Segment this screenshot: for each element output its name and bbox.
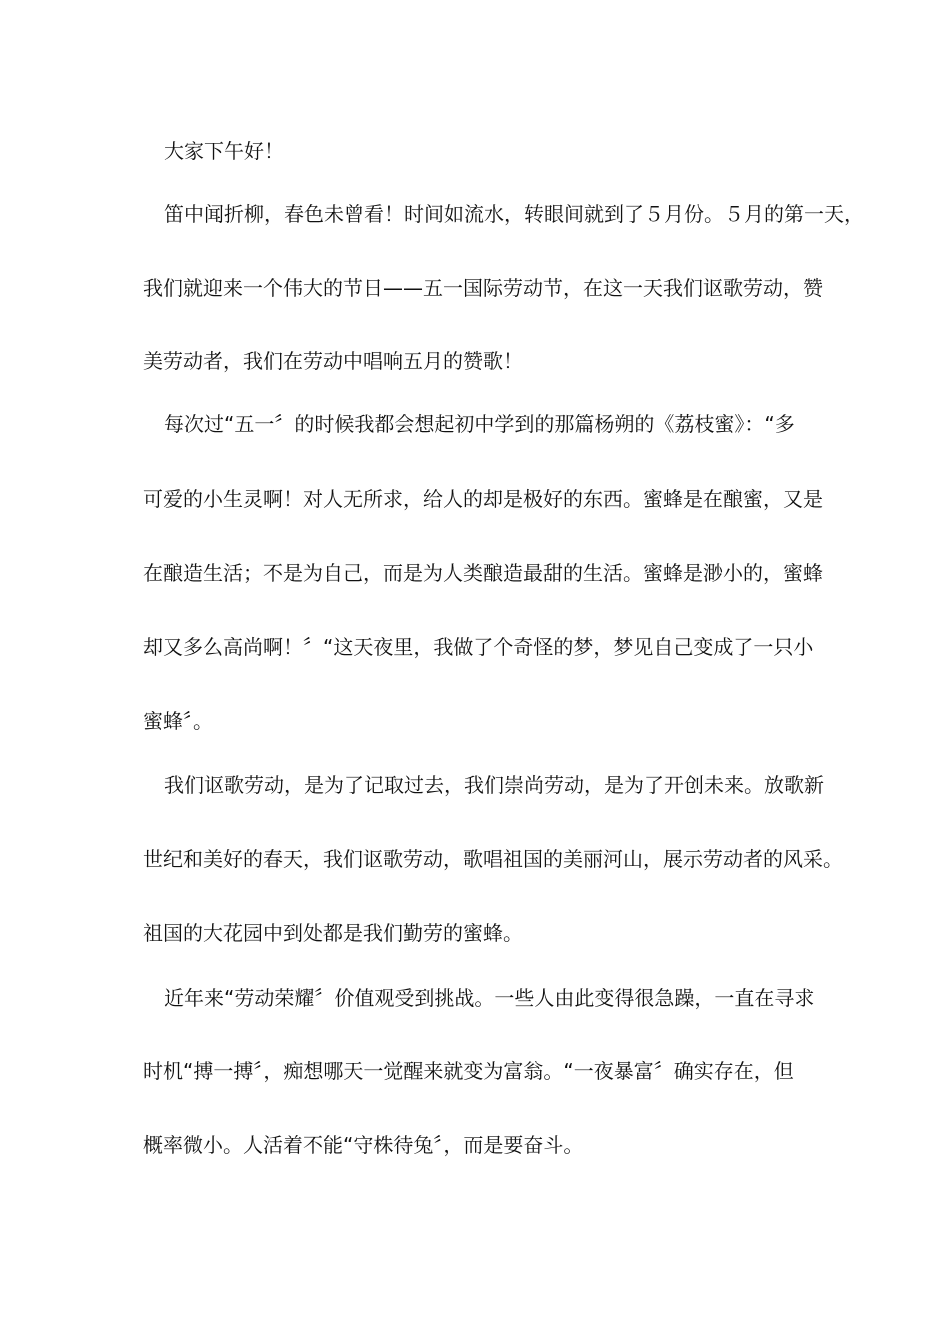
paragraph-2-line-5: 蜜蜂〞。 — [143, 709, 213, 733]
paragraph-1-line-3: 美劳动者，我们在劳动中唱响五月的赞歌！ — [143, 349, 523, 373]
paragraph-2-line-1: 每次过“五一〞的时候我都会想起初中学到的那篇杨朔的《荔枝蜜》：“多 — [164, 412, 795, 436]
paragraph-2-line-3: 在酿造生活；不是为自己，而是为人类酿造最甜的生活。蜜蜂是渺小的，蜜蜂 — [143, 561, 823, 585]
paragraph-3-line-3: 祖国的大花园中到处都是我们勤劳的蜜蜂。 — [143, 921, 523, 945]
paragraph-2-line-4: 却又多么高尚啊！〞“这天夜里，我做了个奇怪的梦，梦见自己变成了一只小 — [143, 635, 814, 659]
paragraph-4-line-2: 时机“搏一搏〞，痴想哪天一觉醒来就变为富翁。“一夜暴富〞确实存在，但 — [143, 1059, 794, 1083]
paragraph-4-line-3: 概率微小。人活着不能“守株待兔〞，而是要奋斗。 — [143, 1133, 584, 1157]
paragraph-3-line-1: 我们讴歌劳动，是为了记取过去，我们崇尚劳动，是为了开创未来。放歌新 — [164, 773, 824, 797]
greeting-line: 大家下午好！ — [164, 139, 284, 163]
paragraph-1-line-2: 我们就迎来一个伟大的节日——五一国际劳动节，在这一天我们讴歌劳动，赞 — [143, 276, 823, 300]
paragraph-1-line-1: 笛中闻折柳，春色未曾看！时间如流水，转眼间就到了５月份。５月的第一天， — [164, 202, 864, 226]
paragraph-3-line-2: 世纪和美好的春天，我们讴歌劳动，歌唱祖国的美丽河山，展示劳动者的风采。 — [143, 847, 843, 871]
paragraph-4-line-1: 近年来“劳动荣耀〞价值观受到挑战。一些人由此变得很急躁，一直在寻求 — [164, 986, 815, 1010]
paragraph-2-line-2: 可爱的小生灵啊！对人无所求，给人的却是极好的东西。蜜蜂是在酿蜜，又是 — [143, 487, 823, 511]
